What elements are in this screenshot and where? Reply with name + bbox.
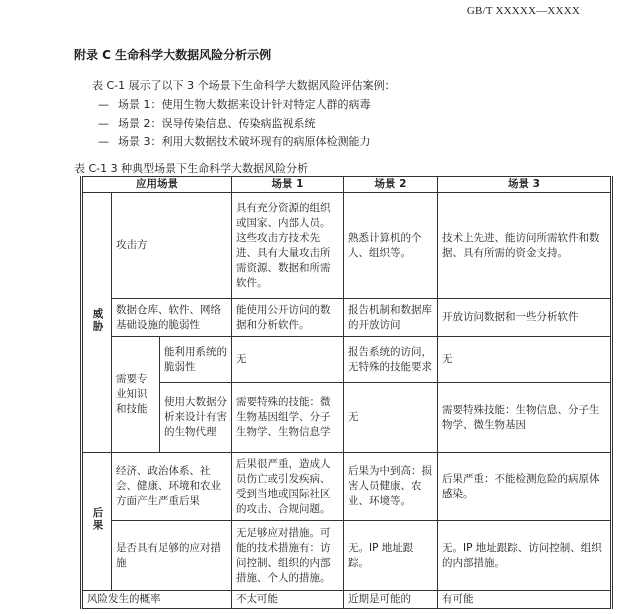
row-label-attacker: 攻击方 (112, 193, 232, 299)
table-row-skills-2 (82, 383, 612, 453)
cell-probability-s1: 不太可能 (232, 591, 344, 609)
table-row-countermeasures (82, 521, 612, 591)
group-threat-text: 威胁 (91, 307, 104, 333)
cell-skills1-s2: 报告系统的访问，无特殊的技能要求 (344, 337, 438, 383)
header-app-scene: 应用场景 (82, 177, 232, 193)
header-scenario-1: 场景 1 (232, 177, 344, 193)
cell-countermeasures-s1: 无足够应对措施。可能的技术措施有：访问控制、组织的内部措施、个人的措施。 (232, 521, 344, 591)
table-row-probability (82, 591, 612, 609)
row-label-probability: 风险发生的概率 (82, 591, 232, 609)
cell-consequence-s2: 后果为中到高：损害人员健康、农业、环境等。 (344, 453, 438, 521)
cell-attacker-s2: 熟悉计算机的个人、组织等。 (344, 193, 438, 299)
scenario-3-text: 场景 3：利用大数据技术破坏现有的病原体检测能力 (118, 135, 371, 148)
row-label-vulnerability: 数据仓库、软件、网络基础设施的脆弱性 (112, 299, 232, 337)
standard-code: GB/T XXXXX—XXXX (466, 5, 580, 17)
cell-skills2-s2: 无 (344, 383, 438, 453)
cell-vulnerability-s1: 能使用公开访问的数据和分析软件。 (232, 299, 344, 337)
cell-attacker-s1: 具有充分资源的组织或国家、内部人员。这些攻击方技术先进、具有大量攻击所需资源、数据和所需软件。 (232, 193, 344, 299)
group-label-threat (82, 193, 112, 453)
cell-attacker-s3: 技术上先进、能访问所需软件和数据、具有所需的资金支持。 (438, 193, 612, 299)
cell-vulnerability-s2: 报告机制和数据库的开放访问 (344, 299, 438, 337)
group-label-consequence (82, 453, 112, 591)
sub-label-design: 使用大数据分析来设计有害的生物代理 (160, 383, 232, 453)
appendix-title: 附录 C 生命科学大数据风险分析示例 (74, 48, 272, 62)
list-dash: — (98, 135, 109, 148)
table-row-skills-1 (82, 337, 612, 383)
list-item (98, 115, 371, 134)
list-dash: — (98, 98, 109, 111)
row-label-countermeasures: 是否具有足够的应对措施 (112, 521, 232, 591)
cell-probability-s3: 有可能 (438, 591, 612, 609)
row-label-consequence: 经济、政治体系、社会、健康、环境和农业方面产生严重后果 (112, 453, 232, 521)
sub-label-exploit: 能利用系统的脆弱性 (160, 337, 232, 383)
scenario-1-text: 场景 1：使用生物大数据来设计针对特定人群的病毒 (118, 98, 371, 111)
table-header-row (82, 177, 612, 193)
group-consequence-text: 后果 (91, 506, 104, 532)
cell-skills2-s1: 需要特殊的技能：微生物基因组学、分子生物学、生物信息学 (232, 383, 344, 453)
cell-vulnerability-s3: 开放访问数据和一些分析软件 (438, 299, 612, 337)
intro-paragraph: 表 C-1 展示了以下 3 个场景下生命科学大数据风险评估案例： (92, 79, 396, 92)
list-item (98, 133, 371, 152)
table-row-vulnerability (82, 299, 612, 337)
table-row-consequence (82, 453, 612, 521)
cell-skills2-s3: 需要特殊技能：生物信息、分子生物学、微生物基因 (438, 383, 612, 453)
cell-consequence-s3: 后果严重：不能检测危险的病原体感染。 (438, 453, 612, 521)
list-dash: — (98, 116, 109, 130)
cell-countermeasures-s3: 无。IP 地址跟踪、访问控制、组织的内部措施。 (438, 521, 612, 591)
cell-countermeasures-s2: 无。IP 地址跟踪。 (344, 521, 438, 591)
header-scenario-3: 场景 3 (438, 177, 612, 193)
cell-probability-s2: 近期是可能的 (344, 591, 438, 609)
table-caption: 表 C-1 3 种典型场景下生命科学大数据风险分析 (74, 162, 309, 175)
row-label-skills: 需要专业知识和技能 (112, 337, 160, 453)
list-item (98, 96, 371, 115)
risk-analysis-table (80, 176, 613, 609)
header-scenario-2: 场景 2 (344, 177, 438, 193)
cell-skills1-s1: 无 (232, 337, 344, 383)
scenario-2-text: 场景 2：误导传染信息、传染病监视系统 (118, 116, 316, 130)
scenario-list (98, 96, 371, 152)
cell-skills1-s3: 无 (438, 337, 612, 383)
table-row-attacker (82, 193, 612, 299)
cell-consequence-s1: 后果很严重，造成人员伤亡或引发疾病、受到当地或国际社区的攻击、合规问题。 (232, 453, 344, 521)
